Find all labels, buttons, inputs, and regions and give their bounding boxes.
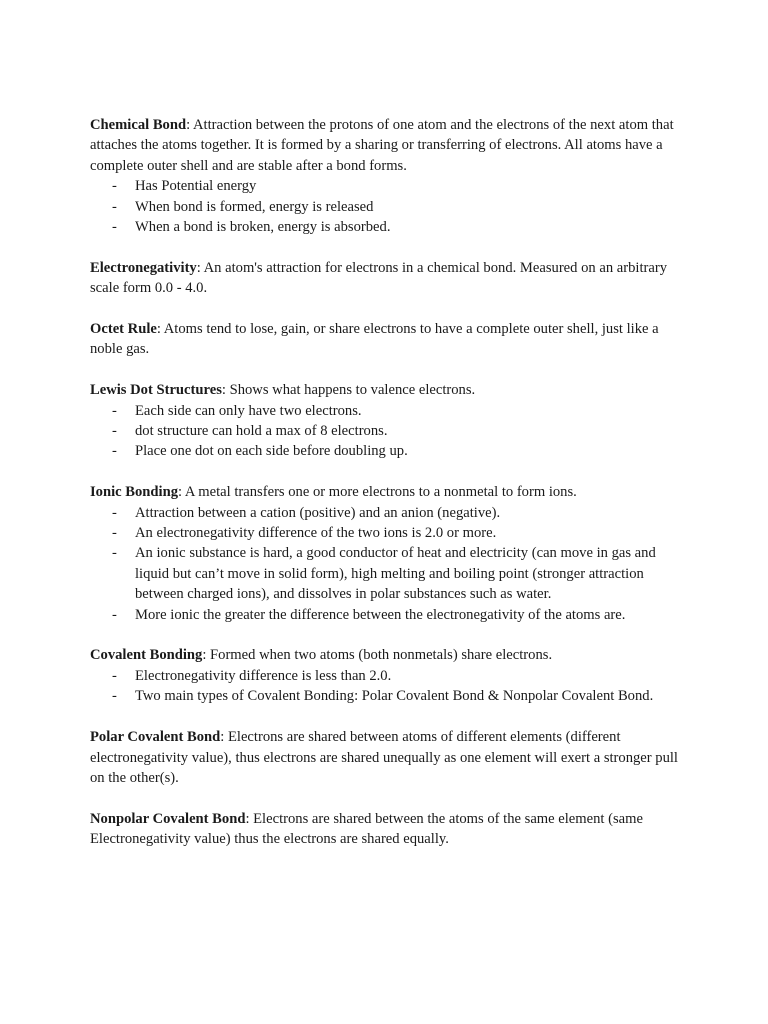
definition-paragraph xyxy=(90,727,690,788)
bullet-marker: - xyxy=(112,219,117,236)
list-item-text: An ionic substance is hard, a good conductor of heat and electricity (can move in gas and liquid but can’t move in solid form), high melting and boiling point (stronger attraction between charged ions), and dissolves in polar substances such as water. xyxy=(135,545,656,603)
list-item xyxy=(90,686,690,706)
bullet-list xyxy=(90,503,690,625)
definition-text: : Electrons are shared between atoms of different elements (different electronegativity value), thus electrons are shared unequally as one element will exert a stronger pull on the other(s). xyxy=(90,729,678,786)
definition-paragraph xyxy=(90,482,690,502)
list-item xyxy=(90,217,690,237)
list-item-text: An electronegativity difference of the two ions is 2.0 or more. xyxy=(135,525,497,542)
list-item-text: Has Potential energy xyxy=(135,178,257,195)
definition-paragraph xyxy=(90,319,690,360)
bullet-marker: - xyxy=(112,667,117,684)
term-heading: Ionic Bonding xyxy=(90,484,179,501)
definition-paragraph xyxy=(90,645,690,665)
bullet-marker: - xyxy=(112,525,117,542)
definition-text: : Electrons are shared between the atoms of the same element (same Electronegativity value) thus the electrons are shared equally. xyxy=(90,810,643,848)
section-chemical-bond xyxy=(90,115,690,237)
list-item-text: Place one dot on each side before doubling up. xyxy=(135,443,408,460)
list-item xyxy=(90,441,690,461)
bullet-marker: - xyxy=(112,443,117,460)
document-page xyxy=(90,115,690,870)
term-heading: Chemical Bond xyxy=(90,117,187,133)
bullet-list xyxy=(90,401,690,462)
definition-text: : An atom's attraction for electrons in a chemical bond. Measured on an arbitrary scale form 0.0 - 4.0. xyxy=(90,259,668,297)
bullet-marker: - xyxy=(112,504,117,521)
list-item-text: When a bond is broken, energy is absorbed. xyxy=(135,219,391,236)
section-polar-covalent-bond xyxy=(90,727,690,788)
term-heading: Electronegativity xyxy=(90,259,197,276)
term-heading: Polar Covalent Bond xyxy=(90,729,221,746)
definition-text: : A metal transfers one or more electrons to a nonmetal to form ions. xyxy=(178,484,577,501)
section-lewis-dot-structures xyxy=(90,380,690,462)
bullet-list xyxy=(90,666,690,707)
definition-paragraph xyxy=(90,380,690,400)
section-electronegativity xyxy=(90,258,690,299)
bullet-marker: - xyxy=(112,606,117,623)
definition-paragraph xyxy=(90,115,690,176)
bullet-marker: - xyxy=(112,178,117,195)
list-item xyxy=(90,197,690,217)
list-item-text: Attraction between a cation (positive) and an anion (negative). xyxy=(135,504,501,521)
list-item-text: More ionic the greater the difference between the electronegativity of the atoms are. xyxy=(135,606,626,623)
bullet-marker: - xyxy=(112,688,117,705)
list-item xyxy=(90,523,690,543)
list-item xyxy=(90,666,690,686)
term-heading: Lewis Dot Structures xyxy=(90,382,222,399)
definition-paragraph xyxy=(90,809,690,850)
list-item-text: When bond is formed, energy is released xyxy=(135,198,374,215)
definition-paragraph xyxy=(90,258,690,299)
bullet-marker: - xyxy=(112,545,117,562)
term-heading: Nonpolar Covalent Bond xyxy=(90,810,246,827)
section-ionic-bonding xyxy=(90,482,690,625)
bullet-marker: - xyxy=(112,198,117,215)
list-item-text: Electronegativity difference is less than 2.0. xyxy=(135,667,392,684)
section-nonpolar-covalent-bond xyxy=(90,809,690,850)
definition-text: : Formed when two atoms (both nonmetals) share electrons. xyxy=(202,647,553,664)
list-item xyxy=(90,176,690,196)
term-heading: Octet Rule xyxy=(90,321,157,338)
list-item-text: Each side can only have two electrons. xyxy=(135,402,362,419)
section-covalent-bonding xyxy=(90,645,690,706)
definition-text: : Shows what happens to valence electrons. xyxy=(221,382,476,399)
definition-text: : Attraction between the protons of one atom and the electrons of the next atom that attaches the atoms together. It is formed by a sharing or transferring of electrons. All atoms have a complete outer shell and are stable after a bond forms. xyxy=(90,117,674,174)
list-item xyxy=(90,543,690,604)
bullet-marker: - xyxy=(112,423,117,440)
bullet-marker: - xyxy=(112,402,117,419)
term-heading: Covalent Bonding xyxy=(90,647,203,664)
bullet-list xyxy=(90,176,690,237)
list-item xyxy=(90,503,690,523)
list-item xyxy=(90,401,690,421)
list-item xyxy=(90,605,690,625)
list-item-text: Two main types of Covalent Bonding: Polar Covalent Bond & Nonpolar Covalent Bond. xyxy=(135,688,654,705)
list-item-text: dot structure can hold a max of 8 electrons. xyxy=(135,423,388,440)
list-item xyxy=(90,421,690,441)
section-octet-rule xyxy=(90,319,690,360)
definition-text: : Atoms tend to lose, gain, or share electrons to have a complete outer shell, just like a noble gas. xyxy=(90,321,659,358)
